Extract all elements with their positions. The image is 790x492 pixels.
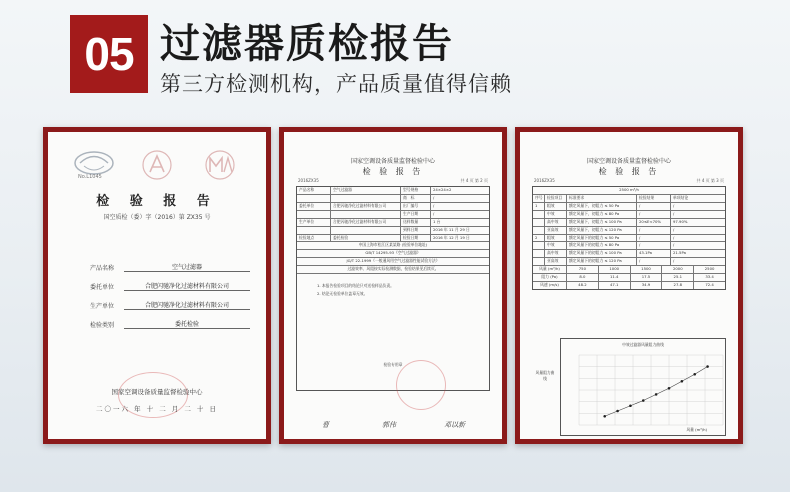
section-subtitle: 第三方检测机构，产品质量值得信赖 — [160, 72, 512, 96]
cover-report-number: 国空质检（委）字（2016）第 ZX35 号 — [103, 214, 211, 221]
cover-info-row — [90, 300, 250, 310]
table-cell: / — [673, 234, 675, 240]
table-cell: 额定风量下，初阻力 ≤ 50 Pa — [567, 203, 637, 210]
standard-cell: JG/T 22-1999《一般通风用空气过滤器性能试验方法》 — [346, 258, 440, 264]
chart-side-label: 风量阻力曲线 — [535, 370, 555, 381]
table-cell — [533, 258, 545, 265]
table-cell: 产品名称 — [297, 187, 331, 194]
table-cell: 2500 — [704, 266, 715, 272]
data-point — [706, 365, 709, 368]
data-point — [642, 399, 645, 402]
table-cell: 空气过滤器 — [331, 187, 401, 194]
cover-info-row — [90, 319, 250, 329]
table-row — [533, 195, 725, 203]
series-line — [605, 367, 708, 417]
table-cell: 20≤E<70% — [637, 219, 671, 226]
table-cell: 额定风量下的初阻力 ≤ 120 Pa — [567, 258, 637, 265]
table-cell: 亚高效 — [545, 258, 567, 265]
page2-meta — [298, 178, 488, 184]
table-row — [533, 250, 725, 258]
address-cell: 中国上海市松江区某某路 (检验单位地址) — [358, 242, 428, 248]
table-cell: 型号规格 — [401, 187, 431, 194]
seal-label: 检验专用章 — [383, 361, 403, 367]
table-cell: / — [673, 226, 675, 232]
chart-x-label: 风量 (m³/h) — [686, 427, 707, 432]
table-cell: 1 台 — [433, 218, 441, 224]
table-cell: 48.2 — [567, 282, 599, 289]
table-cell: 2500 m³/h — [619, 187, 639, 192]
cover-info-key: 检验类别 — [90, 322, 115, 329]
table-row — [297, 211, 489, 219]
page3-meta — [534, 178, 724, 184]
table-row — [533, 219, 725, 227]
data-point — [681, 380, 684, 383]
table-cell: 检验地点 — [297, 235, 331, 242]
table-cell: / — [673, 202, 675, 208]
table-cell: 额定风量下的初阻力 ≤ 80 Pa — [567, 242, 637, 249]
note-line: 1. 本报告检验项目的结论只对送检样品负责。 — [317, 283, 394, 289]
table-cell: 粗效 — [545, 235, 567, 242]
table-cell: 额定风量下，初阻力 ≤ 100 Pa — [567, 219, 637, 226]
section-banner — [0, 0, 790, 110]
table-cell: 27.8 — [662, 282, 694, 289]
table-cell: 合肥闪驰净化过滤材料有限公司 — [331, 219, 401, 226]
table-cell: 34.9 — [631, 282, 663, 289]
table-cell — [297, 227, 331, 234]
table-row — [533, 211, 725, 219]
official-stamp — [396, 360, 446, 410]
table-cell: 11.4 — [599, 274, 631, 281]
page2-title: 检 验 报 告 — [362, 167, 424, 176]
report-page3-card[interactable] — [515, 127, 743, 444]
table-cell: / — [637, 227, 671, 234]
table-cell: 检验项目 — [545, 195, 567, 202]
table-cell — [533, 250, 545, 257]
table-cell: 2016 年 12 月 19 日 — [433, 234, 470, 240]
table-cell: 21.5Pa — [673, 250, 686, 256]
signature: 郭伟 — [382, 421, 396, 429]
table-cell — [533, 227, 545, 234]
table-cell: 1 — [533, 203, 545, 210]
table-row — [297, 227, 489, 235]
table-cell: / — [637, 203, 671, 210]
table-cell: 委托检验 — [331, 235, 401, 242]
table-row — [297, 258, 489, 266]
table-cell: / — [673, 258, 675, 264]
table-cell — [297, 195, 331, 202]
section-title: 过滤器质检报告 — [160, 21, 454, 67]
cover-info-key: 产品名称 — [90, 265, 115, 272]
page3-table — [532, 186, 726, 290]
table-cell: 额定风量下的初阻力 ≤ 100 Pa — [567, 250, 637, 257]
table-cell: / — [637, 242, 671, 249]
table-cell: / — [673, 242, 675, 248]
table-cell: 出厂编号 — [401, 203, 431, 210]
table-cell: 检验日期 — [401, 235, 431, 242]
notes-cell — [297, 274, 489, 390]
table-cell: 中效 — [545, 211, 567, 218]
table-cell: 额定风量下，初阻力 ≤ 120 Pa — [567, 227, 637, 234]
table-cell: 750 — [567, 266, 599, 273]
table-cell: 标准要求 — [567, 195, 637, 202]
table-cell: 高中效 — [545, 250, 567, 257]
notes-row — [297, 274, 489, 390]
table-row — [533, 227, 725, 235]
page3-title: 检 验 报 告 — [598, 167, 660, 176]
table-cell: 47.1 — [599, 282, 631, 289]
table-row — [533, 266, 725, 274]
table-cell: 8.0 — [567, 274, 599, 281]
report-cover-page — [48, 132, 266, 439]
table-cell: 2 — [533, 235, 545, 242]
table-cell: 中效 — [545, 242, 567, 249]
table-cell — [533, 242, 545, 249]
cover-info-value: 委托检验 — [124, 319, 250, 329]
table-cell — [533, 219, 545, 226]
data-point — [629, 404, 632, 407]
table-row — [297, 187, 489, 195]
page2-table — [296, 186, 490, 391]
table-cell — [533, 211, 545, 218]
table-cell: 商 标 — [401, 195, 431, 202]
section-number: 05 — [70, 15, 148, 93]
report-page2-card[interactable] — [279, 127, 507, 444]
table-row — [533, 258, 725, 266]
table-cell: / — [433, 202, 435, 208]
cover-info-row — [90, 281, 250, 291]
table-row — [533, 235, 725, 243]
table-cell: 委托单位 — [297, 203, 331, 210]
page3-code: 2016ZX35 — [534, 178, 555, 183]
table-cell: 风量 (m³/h) — [533, 266, 567, 273]
cnas-number: No.L1045 — [78, 174, 102, 180]
table-row — [533, 242, 725, 250]
table-cell: / — [433, 210, 435, 216]
table-row — [297, 219, 489, 227]
table-row — [533, 282, 725, 289]
standard-cell: GB/T 14295-93《空气过滤器》 — [365, 250, 421, 256]
table-cell: 送样数量 — [401, 219, 431, 226]
table-cell: 生产单位 — [297, 219, 331, 226]
page3-org: 国家空调设备质量监督检验中心 — [586, 158, 671, 165]
cover-info-row — [90, 262, 250, 272]
report-cover-card[interactable] — [43, 127, 271, 444]
data-point — [668, 387, 671, 390]
table-cell: 序号 — [533, 195, 545, 202]
table-cell — [331, 227, 401, 234]
cal-logo-icon — [133, 148, 181, 182]
cover-info-value: 合肥闪驰净化过滤材料有限公司 — [124, 300, 250, 310]
table-row — [297, 203, 489, 211]
cover-info-table — [90, 262, 250, 338]
table-cell: 生产日期 — [401, 211, 431, 218]
table-cell: 43.1Pa — [637, 250, 671, 257]
table-cell: 33.4 — [705, 274, 714, 280]
data-point — [603, 415, 606, 418]
cover-title: 检 验 报 告 — [96, 194, 218, 209]
table-cell: 亚高效 — [545, 227, 567, 234]
table-cell: 检验结果 — [637, 195, 671, 202]
table-row — [533, 187, 725, 195]
table-row — [533, 274, 725, 282]
cover-org: 国家空调设备质量监督检验中心 — [111, 388, 203, 396]
table-row — [297, 266, 489, 274]
page3-page: 共 4 页 第 3 页 — [696, 178, 724, 183]
table-cell: 合肥闪驰净化过滤材料有限公司 — [331, 203, 401, 210]
cover-info-value: 空气过滤器 — [124, 262, 250, 272]
table-cell: / — [637, 258, 671, 265]
data-point — [616, 410, 619, 413]
page2-page: 共 4 页 第 2 页 — [460, 178, 488, 183]
table-cell: / — [637, 211, 671, 218]
table-cell: 风速 (m/s) — [533, 282, 567, 289]
table-cell: 25.1 — [662, 274, 694, 281]
cover-info-key: 委托单位 — [90, 284, 115, 291]
table-cell: 1000 — [599, 266, 631, 273]
table-cell: 额定风量下，初阻力 ≤ 80 Pa — [567, 211, 637, 218]
table-cell — [331, 195, 401, 202]
data-point — [693, 373, 696, 376]
report-page3 — [520, 132, 738, 439]
cover-date: 二〇一六 年 十 二 月 二 十 日 — [96, 405, 218, 413]
data-point — [655, 393, 658, 396]
table-row — [297, 235, 489, 243]
cma-logo-icon — [196, 148, 244, 182]
chart-box — [560, 338, 726, 436]
table-row — [533, 203, 725, 211]
table-row — [297, 242, 489, 250]
table-cell: 高中效 — [545, 219, 567, 226]
cover-info-key: 生产单位 — [90, 303, 115, 310]
table-cell: 1500 — [631, 266, 663, 273]
table-cell: 2000 — [662, 266, 694, 273]
table-cell: 17.5 — [631, 274, 663, 281]
conclusion-cell: 过滤效率、风阻按实际检测数据，检验结果见后续页。 — [347, 266, 439, 272]
table-cell — [331, 211, 401, 218]
table-cell: 97.90% — [673, 218, 688, 224]
cover-info-value: 合肥闪驰净化过滤材料有限公司 — [124, 281, 250, 291]
table-cell: 阻力 (Pa) — [533, 274, 567, 281]
table-cell: 粗效 — [545, 203, 567, 210]
report-page2 — [284, 132, 502, 439]
resistance-chart — [569, 349, 729, 435]
signature: 曹 — [322, 421, 329, 429]
table-row — [297, 195, 489, 203]
table-cell: / — [673, 210, 675, 216]
table-cell: 单项结论 — [673, 194, 689, 200]
chart-title: 中效过滤器风量阻力曲线 — [622, 342, 664, 347]
table-cell — [297, 211, 331, 218]
table-cell: 2016 年 11 月 29 日 — [433, 226, 470, 232]
signature: 邓以新 — [444, 421, 465, 429]
table-cell: 额定风量下的初阻力 ≤ 50 Pa — [567, 235, 637, 242]
page2-org: 国家空调设备质量监督检验中心 — [350, 158, 435, 165]
table-cell: 到样日期 — [401, 227, 431, 234]
table-cell: 72.4 — [705, 282, 714, 288]
page2-code: 2016ZX35 — [298, 178, 319, 183]
table-cell: / — [433, 194, 435, 200]
table-cell: / — [637, 235, 671, 242]
note-line: 2. 结论无检验单位盖章无效。 — [317, 291, 368, 297]
table-row — [297, 250, 489, 258]
table-cell: 24×24×2 — [433, 187, 452, 192]
